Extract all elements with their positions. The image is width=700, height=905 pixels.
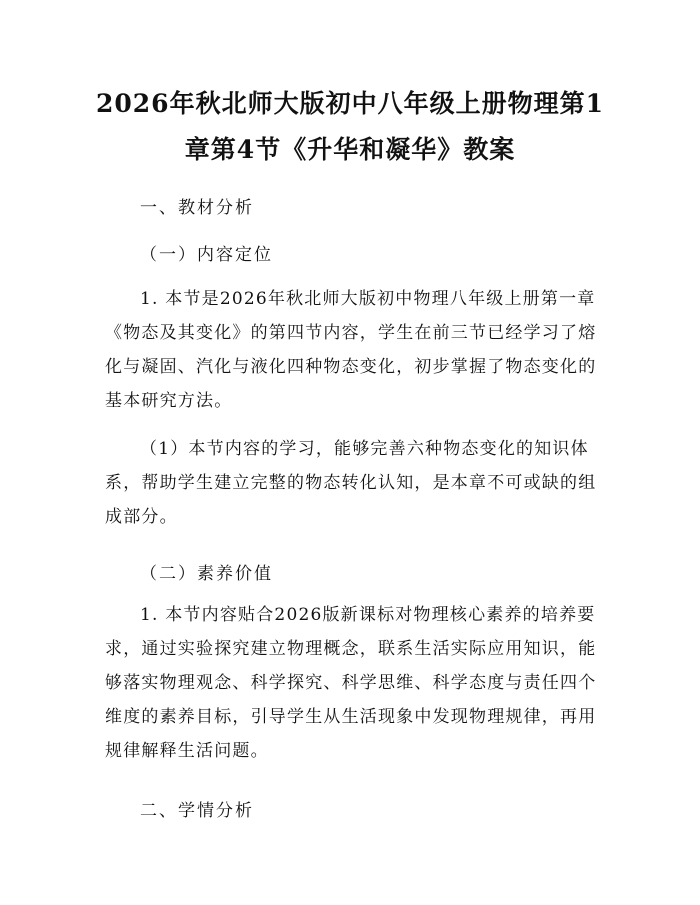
paragraph-line: 规律解释生活问题。	[105, 741, 269, 761]
paragraph-line: 化与凝固、汽化与液化四种物态变化，初步掌握了物态变化的	[105, 357, 597, 377]
section-heading-textbook-analysis: 一、教材分析	[140, 198, 254, 218]
paragraph-line: 求，通过实验探究建立物理概念，联系生活实际应用知识，能	[105, 639, 597, 659]
subsection-heading-content-positioning: （一）内容定位	[140, 245, 273, 265]
paragraph-line: 够落实物理观念、科学探究、科学思维、科学态度与责任四个	[105, 673, 597, 693]
paragraph-line: （1）本节内容的学习，能够完善六种物态变化的知识体	[140, 439, 589, 459]
paragraph-line: 《物态及其变化》的第四节内容，学生在前三节已经学习了熔	[105, 323, 597, 343]
paragraph-content-positioning	[105, 282, 600, 418]
subsection-heading-literacy-value: （二）素养价值	[140, 564, 273, 584]
paragraph-literacy-value	[105, 598, 600, 768]
document-title-line-2: 章第4节《升华和凝华》教案	[184, 135, 516, 164]
document-title-line-1: 2026年秋北师大版初中八年级上册物理第1	[96, 89, 604, 118]
paragraph-line: 维度的素养目标，引导学生从生活现象中发现物理规律，再用	[105, 707, 597, 727]
paragraph-line: 系，帮助学生建立完整的物态转化认知，是本章不可或缺的组	[105, 473, 597, 493]
paragraph-knowledge-system	[105, 432, 600, 534]
paragraph-line: 1. 本节内容贴合2026版新课标对物理核心素养的培养要	[140, 605, 596, 625]
paragraph-line: 1. 本节是2026年秋北师大版初中物理八年级上册第一章	[140, 289, 596, 309]
paragraph-line: 基本研究方法。	[105, 391, 233, 411]
section-heading-learner-analysis: 二、学情分析	[140, 801, 254, 821]
paragraph-line: 成部分。	[105, 507, 178, 527]
